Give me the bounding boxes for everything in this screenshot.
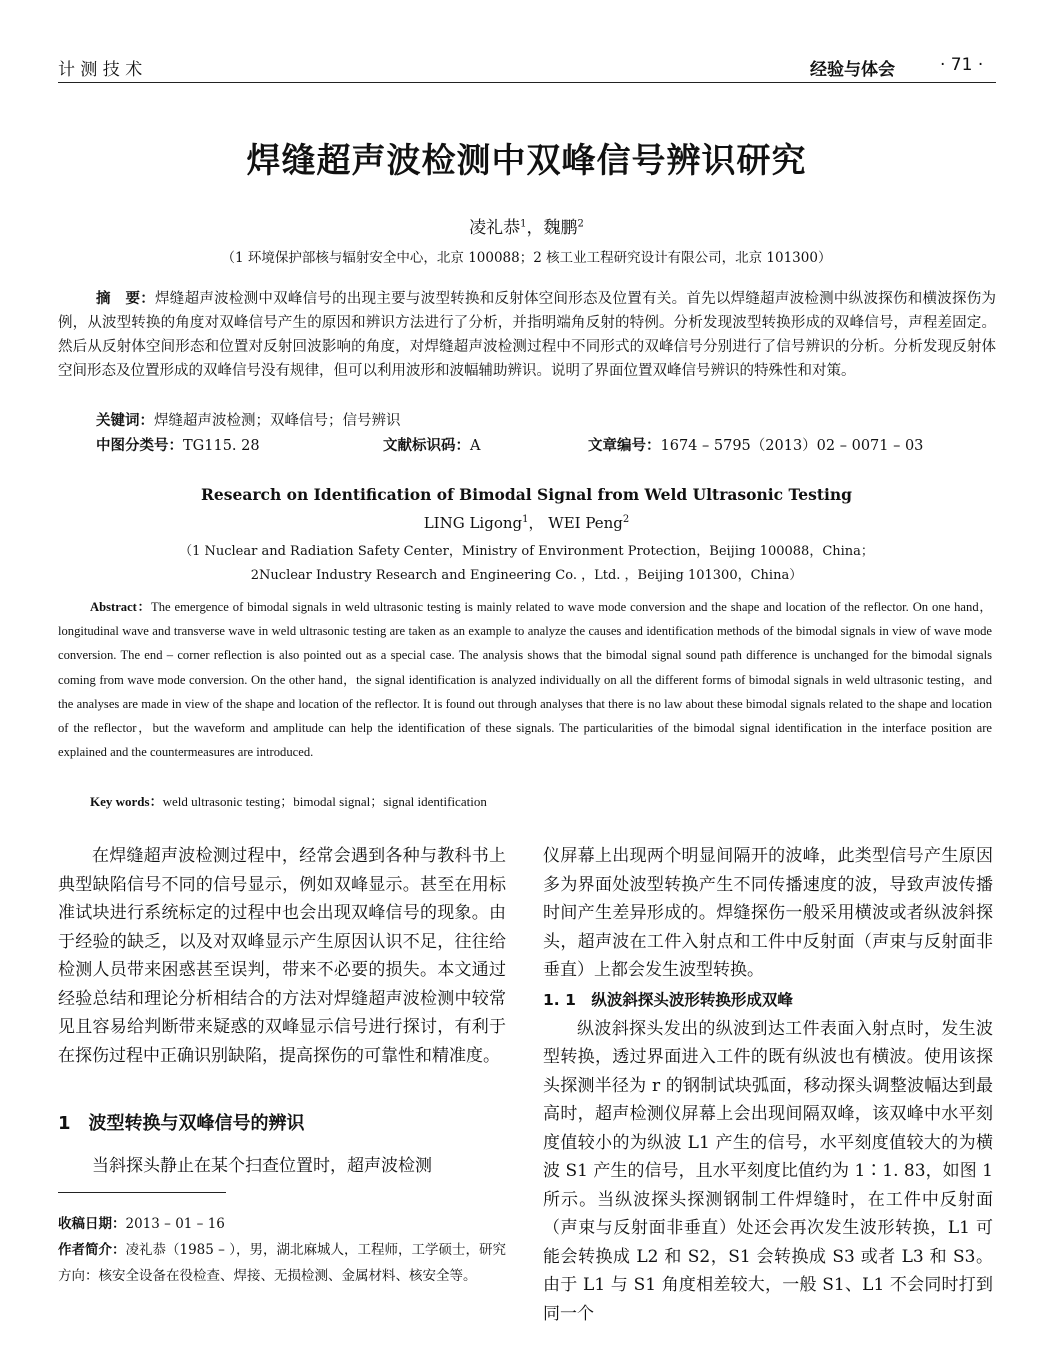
en-author-2-sup: 2 [622,514,630,525]
english-affiliation-2: 2Nuclear Industry Research and Engineering Co. ，Ltd. ，Beijing 101300，China） [250,568,803,583]
right-paragraph-1: 仪屏幕上出现两个明显间隔开的波峰，此类型信号产生原因多为界面处波型转换产生不同传播速度的波，导致声波传播时间产生差异形成的。焊缝探伤一般采用横波或者纵波斜探头，超声波在工件入射点和工件中反射面（声束与反射面非垂直）上都会发生波型转换。 [543,846,993,980]
received-date [58,1211,508,1237]
page-number: · 71 · [940,55,984,75]
section-1-heading: 1 波型转换与双峰信号的辨识 [58,1113,305,1134]
section-1-paragraph: 当斜探头静止在某个扫查位置时，超声波检测 [92,1156,432,1176]
en-author-2: WEI Peng [548,514,623,532]
english-keywords [90,791,487,810]
article-number [588,434,923,455]
art-value: 1674 – 5795（2013）02 – 0071 – 03 [660,438,924,454]
authors [0,213,1053,238]
subsection-1-1-heading: 1. 1 纵波斜探头波形转换形成双峰 [543,990,793,1009]
english-authors [0,512,1053,533]
cn-abstract-text: 焊缝超声波检测中双峰信号的出现主要与波型转换和反射体空间形态及位置有关。首先以焊缝超声波检测中纵波探伤和横波探伤为例，从波型转换的角度对双峰信号产生的原因和辨识方法进行了分析，并指明端角反射的特例。分析发现波型转换形成的双峰信号，声程差固定。然后从反射体空间形态和位置对反射回波影响的角度，对焊缝超声波检测过程中不同形式的双峰信号分别进行了信号辨识的分析。分析发现反射体空间形态及位置形成的双峰信号没有规律，但可以利用波形和波幅辅助辨识。说明了界面位置双峰信号辨识的特殊性和对策。 [58,291,997,379]
right-column [543,842,993,1328]
section-name: 经验与体会 [810,60,895,80]
author-1: 凌礼恭 [469,218,521,238]
english-abstract-label: Abstract： [90,600,152,614]
doc-code [383,434,480,455]
affiliation: （1 环境保护部核与辐射安全中心，北京 100088；2 核工业工程研究设计有限公司，北京 101300） [221,250,832,266]
doc-value: A [470,438,481,454]
footnote-rule [58,1192,226,1193]
header-rule [58,82,996,83]
author-sep: ， [526,218,544,238]
journal-name: 计 测 技 术 [58,60,143,80]
english-abstract [58,595,992,764]
author-bio [58,1237,508,1289]
english-keywords-text: weld ultrasonic testing；bimodal signal；signal identification [162,794,487,809]
author-2: 魏鹏 [543,218,578,238]
english-keywords-label: Key words： [90,794,163,809]
author-2-sup: 2 [577,218,584,230]
clc-number [96,434,260,455]
cn-keywords-label: 关键词： [96,413,154,429]
right-paragraph-2: 纵波斜探头发出的纵波到达工件表面入射点时，发生波型转换，透过界面进入工件的既有纵波也有横波。使用该探头探测半径为 r 的钢制试块弧面，移动探头调整波幅达到最高时，超声检测仪屏幕上会出现间隔双峰，该双峰中水平刻度值较小的为纵波 L1 产生的信号，水平刻度值较大的为横波 S1 产生的信号，且水平刻度比值约为 1∶1. 83，如图 1 所示。当纵波探头探测钢制工件焊缝时，在工件中反射面（声束与反射面非垂直）处还会再次发生波形转换，L1 可能会转换成 L2 和 S2，S1 会转换成 S3 或者 L3 和 S3。由于 L1 与 S1 角度相差较大，一般 S1、L1 不会同时打到同一个 [543,1018,993,1324]
bio-label: 作者简介： [58,1242,126,1258]
footnote [58,1211,508,1289]
doc-label: 文献标识码： [383,438,470,454]
left-column-sec1 [58,1152,506,1181]
paper-title: 焊缝超声波检测中双峰信号辨识研究 [246,141,807,181]
left-column-intro [58,842,506,1070]
bio-text: 凌礼恭（1985 – ），男，湖北麻城人，工程师，工学硕士，研究方向：核安全设备在役检查、焊接、无损检测、金属材料、核安全等。 [58,1242,506,1284]
cn-abstract-label: 摘 要： [96,291,156,307]
english-abstract-text: The emergence of bimodal signals in weld ultrasonic testing is mainly related to wave mode conversion and the shape and location of the reflector. On one hand，longitudinal wave and transverse wave in weld ultrasonic testing are taken as an example to analyze the causes and identification methods of the bimodal signals in view of wave mode conversion. The end – corner reflection is also pointed out as a special case. The analysis shows that the bimodal signal sound path difference is unchanged for the bimodal signals coming from wave mode conversion. On the other hand，the signal identification is analyzed individually on all the different forms of bimodal signals in weld ultrasonic testing，and the analyses are made in view of the shape and location of the reflector. It is found out through analyses that there is no law about these bimodal signals related to the shape and location of the reflector，but the waveform and amplitude can help the identification of these signals. The particularities of the bimodal signal identification in the interface position are explained and the countermeasures are introduced. [58,600,992,760]
en-author-sep: ， [528,514,549,532]
clc-value: TG115. 28 [183,438,260,454]
received-label: 收稿日期： [58,1216,126,1232]
cn-keywords [96,409,401,430]
received-value: 2013 – 01 – 16 [125,1216,225,1232]
intro-paragraph: 在焊缝超声波检测过程中，经常会遇到各种与教科书上典型缺陷信号不同的信号显示，例如双峰显示。甚至在用标准试块进行系统标定的过程中也会出现双峰信号的现象。由于经验的缺乏，以及对双峰显示产生原因认识不足，往往给检测人员带来困惑甚至误判，带来不必要的损失。本文通过经验总结和理论分析相结合的方法对焊缝超声波检测中较常见且容易给判断带来疑惑的双峰显示信号进行探讨，有利于在探伤过程中正确识别缺陷，提高探伤的可靠性和精准度。 [58,846,506,1066]
english-affiliation-1: （1 Nuclear and Radiation Safety Center，Ministry of Environment Protection，Beijing 100088，China； [179,544,874,559]
english-title: Research on Identification of Bimodal Signal from Weld Ultrasonic Testing [201,485,852,504]
en-author-1: LING Ligong [423,514,523,532]
cn-keywords-text: 焊缝超声波检测；双峰信号；信号辨识 [154,413,401,429]
en-author-1-sup: 1 [522,514,529,525]
art-label: 文章编号： [588,438,661,454]
author-1-sup: 1 [520,218,527,230]
clc-label: 中图分类号： [96,438,183,454]
cn-abstract [58,287,996,383]
